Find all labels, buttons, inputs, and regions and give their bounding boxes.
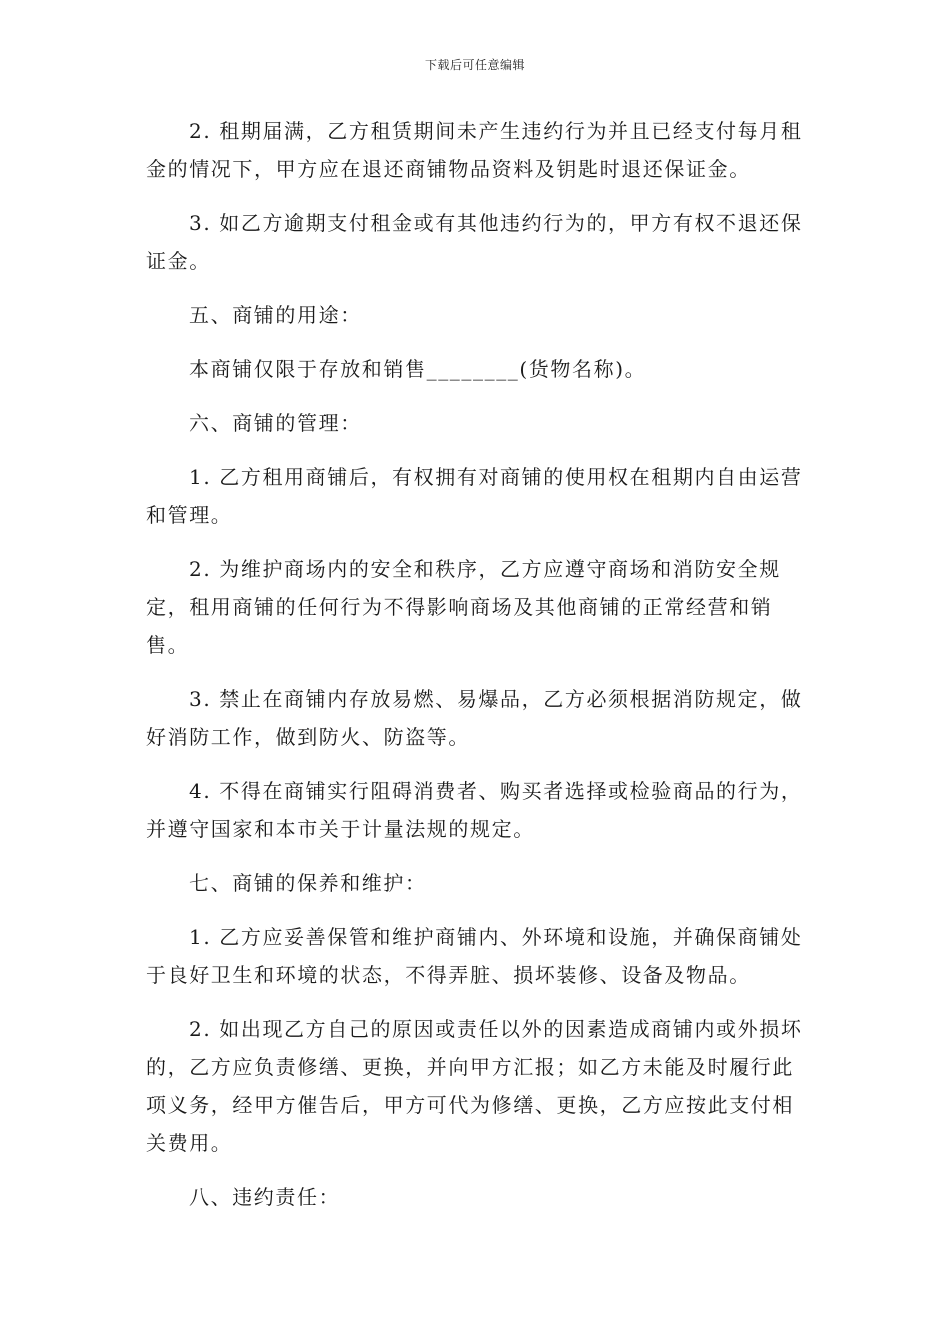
paragraph-usage: 本商铺仅限于存放和销售________(货物名称)。 (189, 357, 647, 381)
paragraph-maintenance-2: 2. 如出现乙方自己的原因或责任以外的因素造成商铺内或外损坏的，乙方应负责修缮、更换，并向甲方汇报；如乙方未能及时履行此项义务，经甲方催告后，甲方可代为修缮、更换，乙方应按此支付相关费用。 (146, 1017, 803, 1155)
paragraph-management-2: 2. 为维护商场内的安全和秩序，乙方应遵守商场和消防安全规定，租用商铺的任何行为不得影响商场及其他商铺的正常经营和销售。 (146, 557, 781, 657)
paragraph-management-3: 3. 禁止在商铺内存放易燃、易爆品，乙方必须根据消防规定，做好消防工作，做到防火、防盗等。 (146, 687, 803, 749)
page-header: 下载后可任意编辑 (424, 58, 525, 72)
paragraph-management-1: 1. 乙方租用商铺后，有权拥有对商铺的使用权在租期内自由运营和管理。 (146, 465, 803, 527)
paragraph-deposit-refund: 2. 租期届满，乙方租赁期间未产生违约行为并且已经支付每月租金的情况下，甲方应在退还商铺物品资料及钥匙时退还保证金。 (146, 119, 803, 181)
section-heading-maintenance: 七、商铺的保养和维护： (189, 871, 427, 895)
section-heading-usage: 五、商铺的用途： (189, 303, 362, 327)
paragraph-deposit-forfeit: 3. 如乙方逾期支付租金或有其他违约行为的，甲方有权不退还保证金。 (146, 211, 803, 273)
paragraph-maintenance-1: 1. 乙方应妥善保管和维护商铺内、外环境和设施，并确保商铺处于良好卫生和环境的状态，不得弄脏、损坏装修、设备及物品。 (146, 925, 803, 987)
paragraph-management-4: 4. 不得在商铺实行阻碍消费者、购买者选择或检验商品的行为，并遵守国家和本市关于计量法规的规定。 (146, 779, 803, 841)
document-body (146, 112, 811, 1232)
section-heading-liability: 八、违约责任： (189, 1185, 341, 1209)
section-heading-management: 六、商铺的管理： (189, 411, 362, 435)
